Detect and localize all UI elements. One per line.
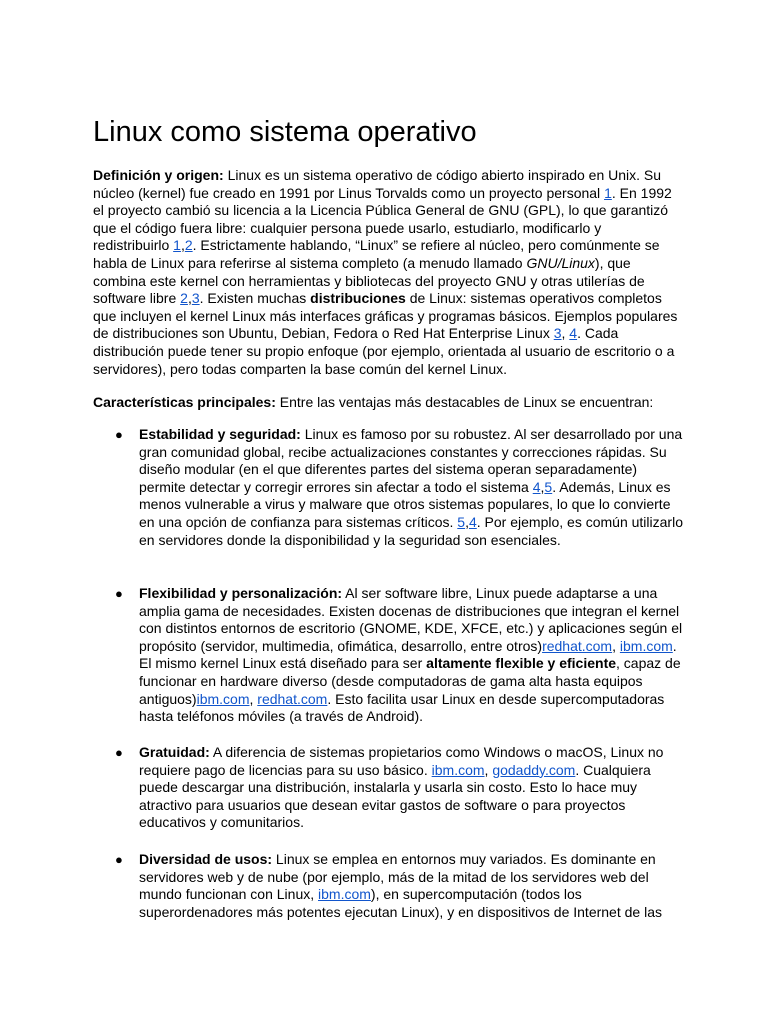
- gnu-linux-term: GNU/Linux: [526, 254, 595, 271]
- bullet-icon: ●: [115, 745, 123, 760]
- separator: ,: [249, 690, 258, 707]
- item-label: Estabilidad y seguridad:: [139, 426, 301, 442]
- list-item-stability: Estabilidad y seguridad: Linux es famoso por su robustez. Al ser desarrollado por una gran comunidad global, recibe actualizaciones constantes y correcciones rápidas. Su diseño modular (en el que diferentes partes del sistema operan separadamente) permite detectar y corregir errores sin afectar a todo el sistema 4,5. Además, Linux es menos vulnerable a virus y malware que otros sistemas populares, lo que lo convierte en una opción de confianza para sistemas críticos. 5,4. Por ejemplo, es común utilizarlo en servidores donde la disponibilidad y la seguridad son esenciales.: [139, 426, 683, 548]
- separator: ,: [612, 637, 620, 654]
- bullet-icon: ●: [115, 586, 123, 601]
- ref-link-3[interactable]: 3: [553, 325, 562, 342]
- ref-link-5[interactable]: 5: [544, 478, 553, 495]
- features-text: Entre las ventajas más destacables de Linux se encuentran:: [275, 394, 654, 410]
- item-text: Al ser software libre, Linux puede adaptarse a una amplia gama de necesidades. Existen docenas de distribuciones que integran el kernel con distintos entornos de escritorio (GNOME, KDE, XFCE, etc.) y aplicaciones según el propósito (servidor, multimedia, ofimática, desarrollo, entre otros): [139, 585, 683, 654]
- item-text: Linux se emplea en entornos muy variados. Es dominante en servidores web y de nube (por ejemplo, más de la mitad de los servidores web del mundo funcionan con Linux,: [139, 851, 656, 903]
- source-link-ibm[interactable]: ibm.com: [196, 690, 250, 707]
- ref-link-5[interactable]: 5: [457, 513, 466, 530]
- item-label: Diversidad de usos:: [139, 851, 273, 867]
- definition-label: Definición y origen:: [93, 167, 224, 183]
- item-text: . Esto facilita usar Linux en desde supercomputadoras hasta teléfonos móviles (a través de Android).: [139, 690, 665, 725]
- ref-link-3[interactable]: 3: [191, 290, 200, 307]
- flexible-term: altamente flexible y eficiente: [426, 655, 617, 672]
- item-label: Gratuidad:: [139, 744, 210, 760]
- separator: ,: [484, 761, 493, 778]
- ref-link-4[interactable]: 4: [569, 325, 578, 342]
- list-item-uses: [139, 851, 684, 921]
- ref-link-2[interactable]: 2: [184, 237, 193, 254]
- definition-text: de Linux: sistemas operativos completos que incluyen el kernel Linux más interfaces gráficas y programas básicos. Ejemplos populares de distribuciones son Ubuntu, Debian, Fedora o Red Hat Enterprise Linux: [93, 290, 678, 342]
- item-text: A diferencia de sistemas propietarios como Windows o macOS, Linux no requiere pago de licencias para su uso básico.: [139, 744, 664, 778]
- ref-link-2[interactable]: 2: [180, 290, 188, 307]
- definition-text: . Estrictamente hablando, “Linux” se refiere al núcleo, pero comúnmente se habla de Linux para referirse al sistema completo (a menudo llamado: [93, 237, 660, 271]
- bullet-icon: ●: [115, 427, 123, 442]
- item-text: . El mismo kernel Linux está diseñado para ser: [139, 637, 677, 672]
- ref-link-1[interactable]: 1: [604, 184, 612, 201]
- definition-text: Linux es un sistema operativo de código abierto inspirado en Unix. Su núcleo (kernel) fue creado en 1991 por Linus Torvalds como un proyecto personal: [93, 167, 662, 201]
- item-text: ), en supercomputación (todos los superordenadores más potentes ejecutan Linux), y en dispositivos de Internet de las: [139, 886, 662, 920]
- page-title: Linux como sistema operativo: [93, 116, 477, 148]
- source-link-ibm[interactable]: ibm.com: [619, 637, 673, 654]
- item-text: Linux es famoso por su robustez. Al ser desarrollado por una gran comunidad global, recibe actualizaciones constantes y correcciones rápidas. Su diseño modular (en el que diferentes partes del sistema operan separadamente) permite detectar y corregir errores sin afectar a todo el sistema: [139, 426, 683, 495]
- distribuciones-term: distribuciones: [310, 290, 406, 307]
- item-label: Flexibilidad y personalización:: [139, 585, 343, 601]
- ref-link-4[interactable]: 4: [532, 478, 541, 495]
- list-item-free: [139, 744, 684, 832]
- source-link-redhat[interactable]: redhat.com: [542, 637, 613, 654]
- features-label: Características principales:: [93, 394, 276, 410]
- definition-text: . Existen muchas: [199, 290, 311, 307]
- item-text: . Por ejemplo, es común utilizarlo en servidores donde la disponibilidad y la seguridad son esenciales.: [139, 513, 683, 548]
- source-link-ibm[interactable]: ibm.com: [431, 761, 485, 778]
- definition-text: . Cada distribución puede tener su propio enfoque (por ejemplo, orientada al usuario de escritorio o a servidores), pero todas comparten la base común del kernel Linux.: [93, 325, 675, 377]
- ref-link-4[interactable]: 4: [468, 513, 477, 530]
- features-intro: [93, 394, 678, 412]
- source-link-redhat[interactable]: redhat.com: [257, 690, 328, 707]
- item-text: . Además, Linux es menos vulnerable a virus y malware que otros sistemas populares, lo que lo convierte en una opción de confianza para sistemas críticos.: [139, 478, 671, 530]
- item-text: , capaz de funcionar en hardware diverso (desde computadoras de gama alta hasta equipos antiguos): [139, 655, 681, 707]
- list-item-flexibility: [139, 585, 684, 726]
- definition-paragraph: Definición y origen: Linux es un sistema operativo de código abierto inspirado en Unix. Su núcleo (kernel) fue creado en 1991 por Linus Torvalds como un proyecto personal 1. En 1992 el proyecto cambió su licencia a la Licencia Pública General de GNU (GPL), lo que garantizó que el código fuera libre: cualquier persona puede usarlo, estudiarlo, modificarlo y redistribuirlo 1,2. Estrictamente hablando, “Linux” se refiere al núcleo, pero comúnmente se habla de Linux para referirse al sistema completo (a menudo llamado GNU/Linux), que combina este kernel con herramientas y bibliotecas del proyecto GNU y otras utilerías de software libre 2,3. Existen muchas distribuciones de Linux: sistemas operativos completos que incluyen el kernel Linux más interfaces gráficas y programas básicos. Ejemplos populares de distribuciones son Ubuntu, Debian, Fedora o Red Hat Enterprise Linux 3, 4. Cada distribución puede tener su propio enfoque (por ejemplo, orientada al usuario de escritorio o a servidores), pero todas comparten la base común del kernel Linux.: [93, 167, 678, 377]
- ref-link-1[interactable]: 1: [173, 237, 181, 254]
- source-link-godaddy[interactable]: godaddy.com: [492, 761, 576, 778]
- item-text: . Cualquiera puede descargar una distribución, instalarla y usarla sin costo. Esto lo hace muy atractivo para usuarios que desean evitar gastos de software o para proyectos educativos y comunitarios.: [139, 761, 651, 831]
- source-link-ibm[interactable]: ibm.com: [318, 886, 371, 903]
- definition-text: . En 1992 el proyecto cambió su licencia a la Licencia Pública General de GNU (GPL), lo que garantizó que el código fuera libre: cualquier persona puede usarlo, estudiarlo, modificarlo y redistribuirlo: [93, 184, 672, 254]
- bullet-icon: ●: [115, 852, 123, 867]
- definition-text: ), que combina este kernel con herramientas y bibliotecas del proyecto GNU y otras utilerías de software libre: [93, 254, 645, 307]
